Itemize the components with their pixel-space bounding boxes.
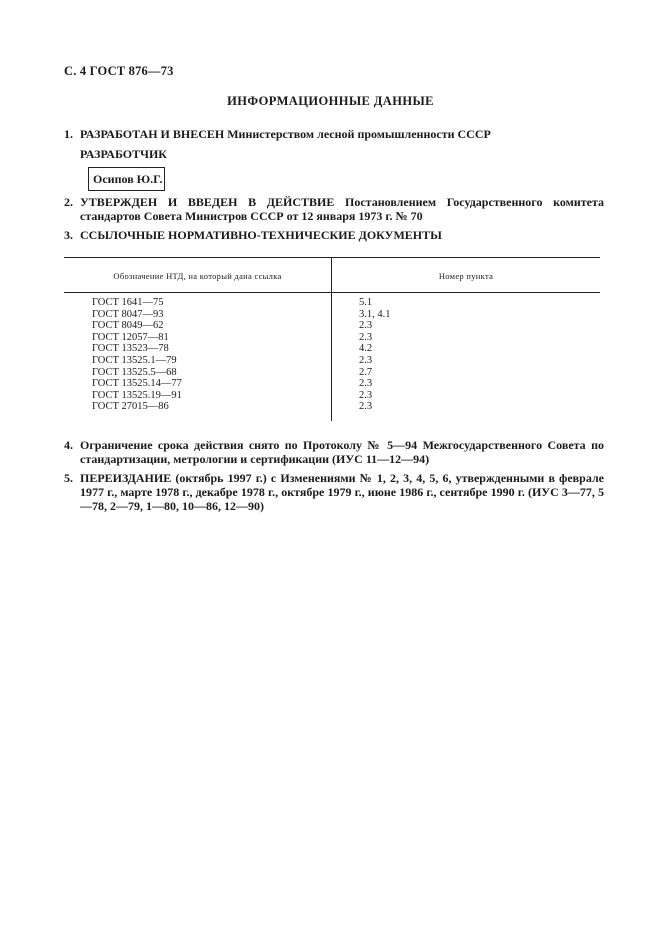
item-number: 4. <box>64 438 73 452</box>
table-cell-doc: ГОСТ 8047—93 <box>92 308 164 320</box>
table-cell-point: 2.3 <box>359 389 373 401</box>
table-header-doc: Обозначение НТД, на который дана ссылка <box>113 271 282 281</box>
table-cell-doc: ГОСТ 1641—75 <box>92 297 164 308</box>
info-item-5 <box>64 471 604 513</box>
item-number: 1. <box>64 127 73 141</box>
table-cell-point: 2.3 <box>359 320 373 332</box>
table-header-point: Номер пункта <box>438 271 494 281</box>
item-number: 3. <box>64 228 73 242</box>
table-cell-point: 2.7 <box>359 366 373 378</box>
table-point-column <box>359 297 391 413</box>
item-text: РАЗРАБОТАН И ВНЕСЕН Министерством лесной промышленности СССР <box>80 127 491 141</box>
table-header-rule <box>64 292 600 293</box>
developer-name: Осипов Ю.Г. <box>93 172 163 186</box>
table-cell-point: 4.2 <box>359 343 373 355</box>
table-cell-point: 3.1, 4.1 <box>359 308 391 320</box>
table-doc-column <box>92 297 182 413</box>
table-cell-doc: ГОСТ 12057—81 <box>92 331 169 343</box>
table-cell-doc: ГОСТ 27015—86 <box>92 401 169 413</box>
info-item-4 <box>64 438 604 466</box>
table-cell-doc: ГОСТ 13525.19—91 <box>92 389 182 401</box>
table-cell-doc: ГОСТ 13525.5—68 <box>92 366 177 378</box>
item-number: 5. <box>64 471 73 485</box>
item-text: ССЫЛОЧНЫЕ НОРМАТИВНО-ТЕХНИЧЕСКИЕ ДОКУМЕНТЫ <box>80 228 442 242</box>
item-number: 2. <box>64 195 73 209</box>
table-cell-doc: ГОСТ 13525.14—77 <box>92 378 182 390</box>
table-cell-doc: ГОСТ 13525.1—79 <box>92 354 177 366</box>
item-text: ПЕРЕИЗДАНИЕ (октябрь 1997 г.) с Изменениями № 1, 2, 3, 4, 5, 6, утвержденными в феврале 1977 г., марте 1978 г., декабре 1978 г., октябре 1979 г., июне 1986 г., сентябре 1990 г. (ИУС 3—77, 5—78, 2—79, 1—80, 10—86, 12—90) <box>80 471 604 513</box>
table-cell-doc: ГОСТ 13523—78 <box>92 343 169 355</box>
info-item-1 <box>64 127 604 141</box>
page-header: С. 4 ГОСТ 876—73 <box>64 64 174 78</box>
table-cell-point: 2.3 <box>359 378 373 390</box>
table-cell-doc: ГОСТ 8049—62 <box>92 320 164 332</box>
table-cell-point: 5.1 <box>359 297 373 308</box>
table-column-divider <box>331 258 332 421</box>
section-title: ИНФОРМАЦИОННЫЕ ДАННЫЕ <box>227 94 434 108</box>
developer-label: РАЗРАБОТЧИК <box>80 147 167 161</box>
table-cell-point: 2.3 <box>359 401 373 413</box>
table-cell-point: 2.3 <box>359 354 373 366</box>
item-text: УТВЕРЖДЕН И ВВЕДЕН В ДЕЙСТВИЕ Постановлением Государственного комитета стандартов Совета Министров СССР от 12 января 1973 г. № 70 <box>80 195 604 223</box>
info-item-2 <box>64 195 604 223</box>
developer-name-box <box>88 167 165 191</box>
table-top-rule <box>64 257 600 258</box>
item-text: Ограничение срока действия снято по Протоколу № 5—94 Межгосударственного Совета по стандартизации, метрологии и сертификации (ИУС 11—12—94) <box>80 438 604 466</box>
table-cell-point: 2.3 <box>359 331 373 343</box>
info-item-3 <box>64 228 604 242</box>
